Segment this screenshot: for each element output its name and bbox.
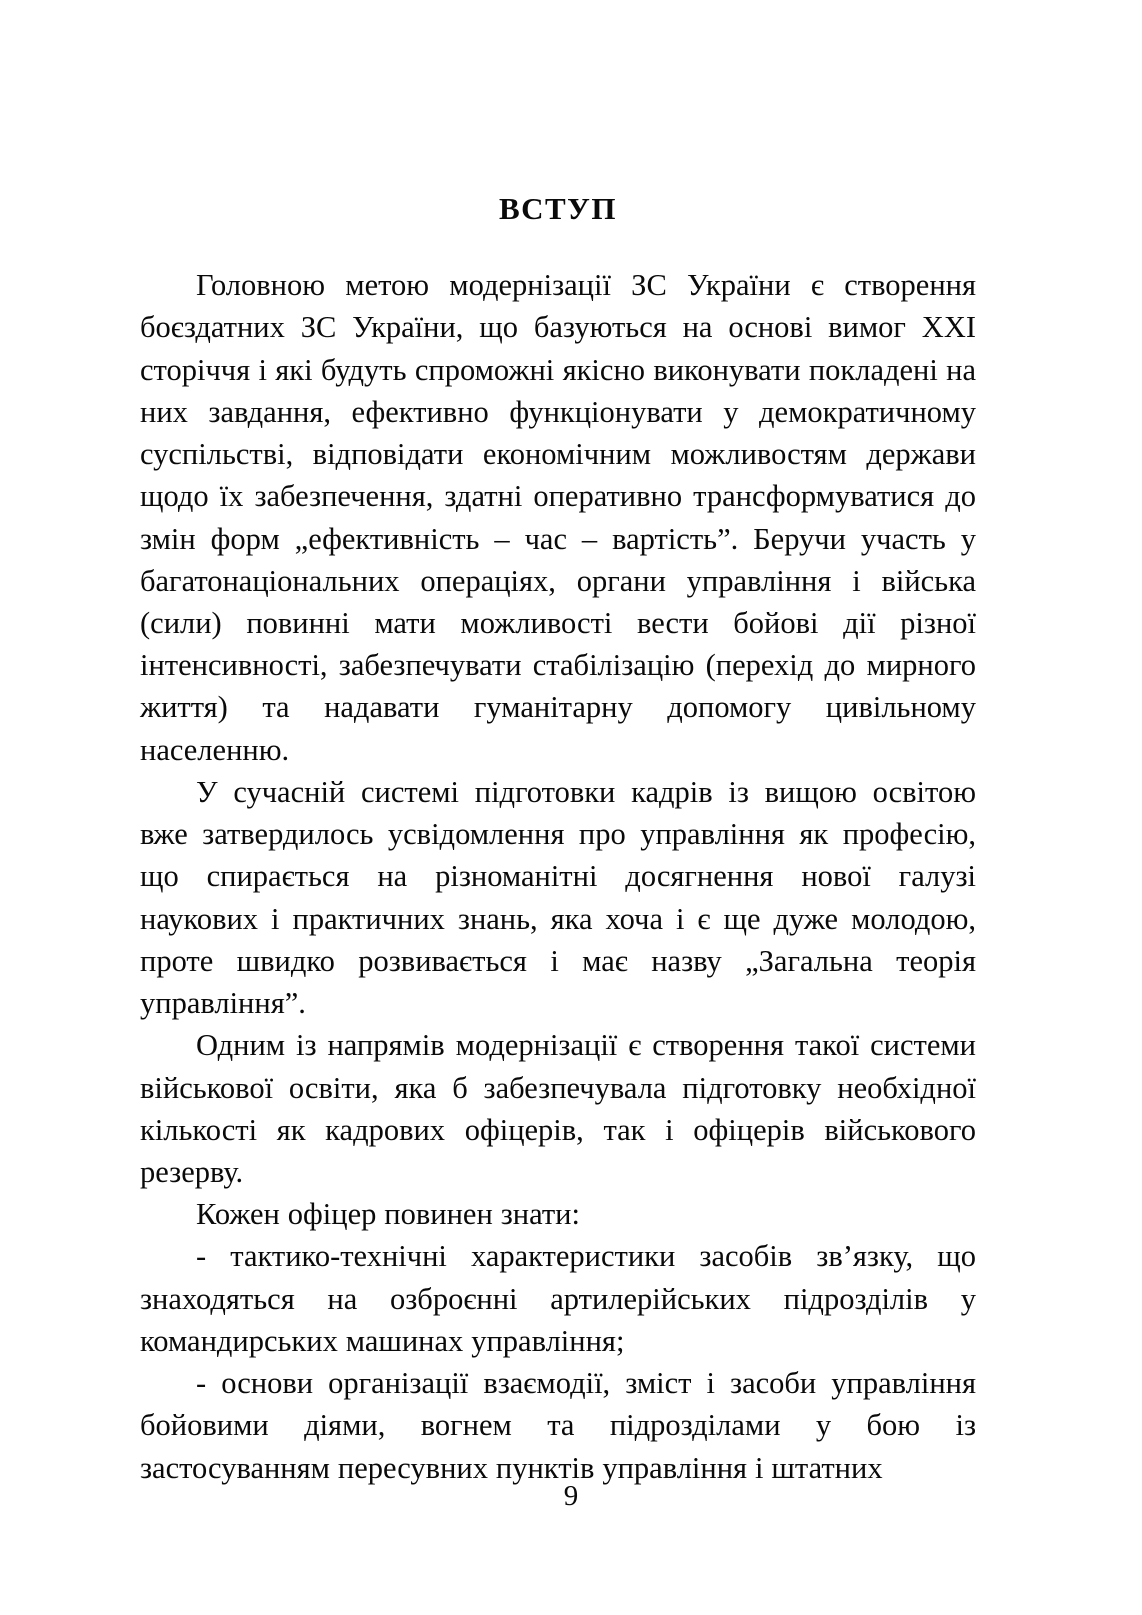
list-item-1: - тактико-технічні характеристики засобів зв’язку, що знаходяться на озброєнні артилерійських підрозділів у командирських машинах управління; bbox=[140, 1239, 976, 1358]
paragraph-1: Головною метою модернізації ЗС України є створення боєздатних ЗС України, що базуються на основі вимог XXI сторіччя і які будуть спроможні якісно виконувати покладені на них завдання, ефективно функціонувати у демократичному суспільстві, відповідати економічним можливостям держави щодо їх забезпечення, здатні оперативно трансформуватися до змін форм „ефективність – час – вартість”. Беручи участь у багатонаціональних операціях, органи управління і війська (сили) повинні мати можливості вести бойові дії різної інтенсивності, забезпечувати стабілізацію (перехід до мирного життя) та надавати гуманітарну допомогу цивільному населенню. bbox=[140, 268, 976, 767]
page-title: ВСТУП bbox=[498, 191, 618, 226]
page-number: 9 bbox=[563, 1480, 579, 1512]
paragraph-4-lead-in: Кожен офіцер повинен знати: bbox=[196, 1197, 580, 1232]
paragraph-2: У сучасній системі підготовки кадрів із вищою освітою вже затвердилось усвідомлення про управління як професію, що спирається на різноманітні досягнення нової галузі наукових і практичних знань, яка хоча і є ще дуже молодою, проте швидко розвивається і має назву „Загальна теорія управління”. bbox=[140, 774, 976, 1021]
page-content bbox=[140, 192, 976, 1489]
paragraph-3: Одним із напрямів модернізації є створення такої системи військової освіти, яка б забезпечувала підготовку необхідної кількості як кадрових офіцерів, так і офіцерів військового резерву. bbox=[140, 1028, 976, 1190]
list-item-2: - основи організації взаємодії, зміст і засоби управління бойовими діями, вогнем та підрозділами у бою із застосуванням пересувних пунктів управління і штатних bbox=[140, 1366, 976, 1485]
